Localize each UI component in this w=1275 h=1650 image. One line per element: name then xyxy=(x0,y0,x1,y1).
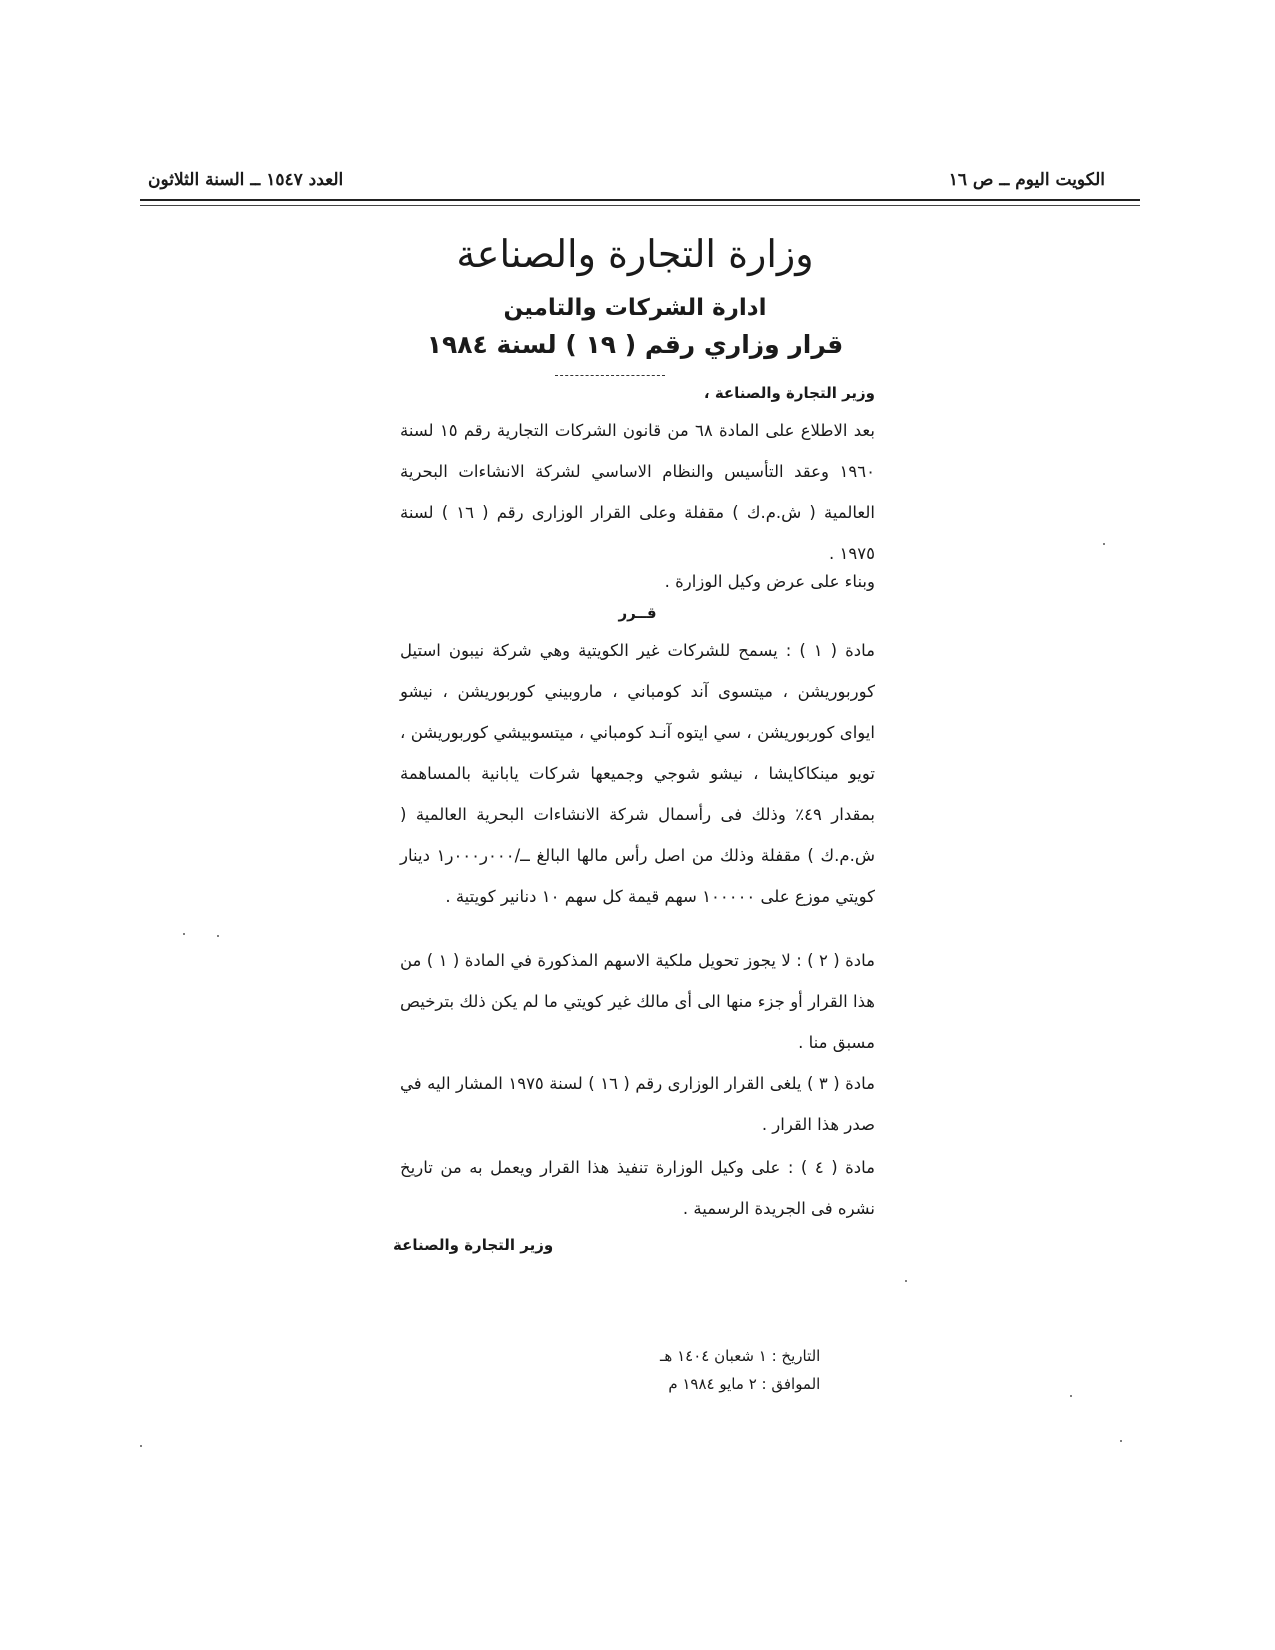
minister-signature: وزير التجارة والصناعة xyxy=(393,1236,554,1254)
article-3: مادة ( ٣ ) يلغى القرار الوزارى رقم ( ١٦ ) لسنة ١٩٧٥ المشار اليه في صدر هذا القرار . xyxy=(400,1074,875,1134)
article-1: مادة ( ١ ) : يسمح للشركات غير الكويتية وهي شركة نيبون استيل كوربوريشن ، ميتسوى آند كومباني ، ماروبيني كوربوريشن ، نيشو ايواى كوربوريشن ، سي ايتوه آنـد كومباني ، ميتسوبيشي كوربوريشن ، تويو مينكاكايشا ، نيشو شوجي وجميعها شركات يابانية بالمساهمة بمقدار ٤٩٪ وذلك فى رأسمال شركة الانشاءات البحرية العالمية ( ش.م.ك ) مقفلة وذلك من اصل رأس مالها البالغ ــ/٠٠٠ر٠٠٠ر١ دينار كويتي موزع على ١٠٠٠٠٠ سهم قيمة كل سهم ١٠ دنانير كويتية . xyxy=(400,641,875,906)
preamble-paragraph: بعد الاطلاع على المادة ٦٨ من قانون الشركات التجارية رقم ١٥ لسنة ١٩٦٠ وعقد التأسيس والنظام الاساسي لشركة الانشاءات البحرية العالمية ( ش.م.ك ) مقفلة وعلى القرار الوزارى رقم ( ١٦ ) لسنة ١٩٧٥ . xyxy=(400,421,875,563)
header-issue-ref: العدد ١٥٤٧ ــ السنة الثلاثون xyxy=(148,170,344,190)
department-title: ادارة الشركات والتامين xyxy=(503,295,767,321)
scan-speck xyxy=(183,933,185,935)
scan-speck xyxy=(905,1280,907,1282)
article-2: مادة ( ٢ ) : لا يجوز تحويل ملكية الاسهم المذكورة في المادة ( ١ ) من هذا القرار أو جزء منها الى أى مالك غير كويتي ما لم يكن ذلك بترخيص مسبق منا . xyxy=(400,951,875,1052)
scan-speck xyxy=(1070,1395,1072,1397)
title-divider xyxy=(555,375,665,376)
scan-speck xyxy=(140,1445,142,1447)
header-rule-thin xyxy=(140,205,1140,206)
article-4: مادة ( ٤ ) : على وكيل الوزارة تنفيذ هذا القرار ويعمل به من تاريخ نشره فى الجريدة الرسمية . xyxy=(400,1158,875,1218)
date-block xyxy=(660,1342,820,1398)
header-rule xyxy=(140,199,1140,201)
hijri-date: التاريخ : ١ شعبان ١٤٠٤ هـ xyxy=(660,1347,821,1365)
based-on-line: وبناء على عرض وكيل الوزارة . xyxy=(664,572,875,591)
gregorian-date: الموافق : ٢ مايو ١٩٨٤ م xyxy=(668,1375,821,1393)
decides-heading: قــرر xyxy=(618,604,657,622)
header-page-ref: الكويت اليوم ــ ص ١٦ xyxy=(948,170,1105,190)
minister-intro: وزير التجارة والصناعة ، xyxy=(703,384,875,402)
ministry-title: وزارة التجارة والصناعة xyxy=(456,232,814,276)
scan-speck xyxy=(217,935,219,937)
decree-title: قرار وزاري رقم ( ١٩ ) لسنة ١٩٨٤ xyxy=(426,330,844,359)
scan-speck xyxy=(1120,1440,1122,1442)
scan-speck xyxy=(1103,543,1105,545)
